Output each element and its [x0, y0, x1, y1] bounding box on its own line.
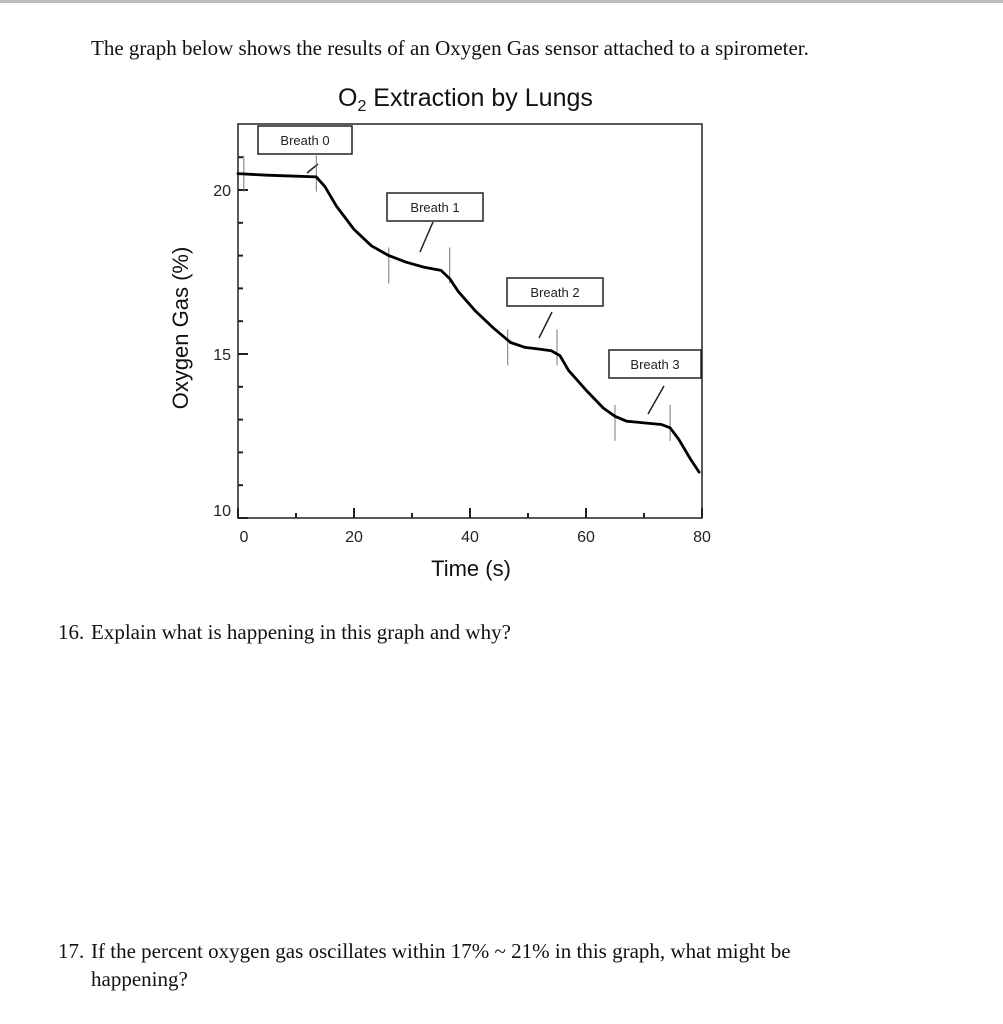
breath-label: Breath 3: [630, 357, 680, 372]
breath-label: Breath 2: [530, 285, 580, 300]
question-16: [58, 618, 511, 646]
intro-text: The graph below shows the results of an Oxygen Gas sensor attached to a spirometer.: [91, 36, 809, 60]
x-axis-label: Time (s): [431, 556, 511, 581]
annotations: [244, 126, 701, 441]
x-tick-label: 20: [345, 529, 363, 546]
y-tick-label: 15: [213, 347, 231, 364]
question-16-number: 16.: [58, 620, 85, 644]
question-17: [58, 937, 918, 993]
breath-annotation: [609, 350, 701, 441]
x-tick-label: 0: [239, 529, 249, 546]
breath-pointer: [420, 222, 433, 252]
y-axis-label: Oxygen Gas (%): [168, 246, 193, 410]
breath-annotation: [244, 126, 352, 192]
breath-pointer: [648, 386, 664, 414]
question-17-text-line1: If the percent oxygen gas oscillates within 17% ~ 21% in this graph, what might be: [91, 939, 791, 963]
chart-title-o: O: [338, 84, 358, 112]
x-tick-label: 80: [693, 529, 711, 546]
x-tick-label: 40: [461, 529, 479, 546]
plot-frame: [238, 124, 702, 518]
question-17-text-line2: happening?: [91, 967, 188, 991]
x-tick-label: 60: [577, 529, 595, 546]
question-17-number: 17.: [58, 939, 85, 963]
chart-title-subscript: 2: [357, 98, 367, 115]
breath-pointer: [539, 312, 552, 338]
breath-label: Breath 0: [280, 133, 330, 148]
y-tick-label: 20: [213, 183, 231, 200]
chart-title-rest: Extraction by Lungs: [366, 84, 593, 112]
y-tick-label: 10: [213, 503, 231, 520]
question-16-text: Explain what is happening in this graph and why?: [91, 620, 511, 644]
breath-label: Breath 1: [410, 200, 460, 215]
